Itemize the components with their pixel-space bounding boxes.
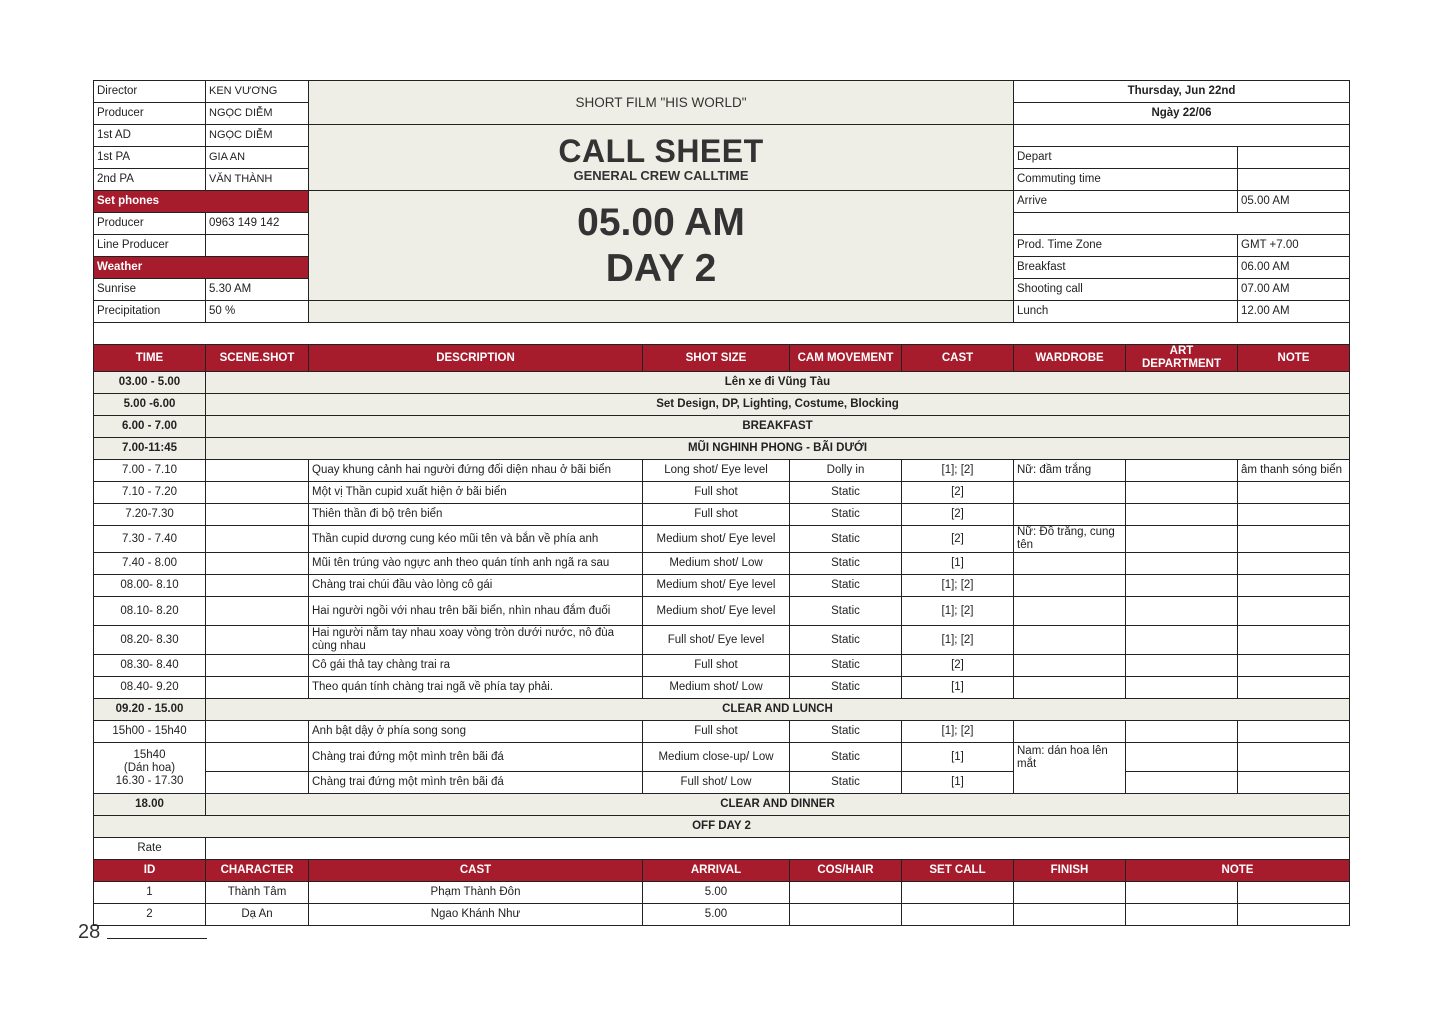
cast-note-extra bbox=[1238, 882, 1350, 904]
shot-row bbox=[94, 626, 1350, 655]
shot-description: Hai người ngồi với nhau trên bãi biển, nhìn nhau đắm đuối bbox=[309, 597, 643, 626]
block-text: CLEAR AND LUNCH bbox=[206, 699, 1350, 721]
blank-cell bbox=[1014, 213, 1350, 235]
shot-art bbox=[1126, 526, 1238, 553]
shot-description: Mũi tên trúng vào ngực anh theo quán tính anh ngã ra sau bbox=[309, 553, 643, 575]
block-row bbox=[94, 416, 1350, 438]
cast-row bbox=[94, 882, 1350, 904]
shot-scene bbox=[206, 721, 309, 743]
calltime-block bbox=[309, 191, 1014, 301]
shot-art bbox=[1126, 677, 1238, 699]
shot-size: Full shot bbox=[643, 504, 790, 526]
shot-cam: Static bbox=[790, 482, 902, 504]
time-label: Lunch bbox=[1014, 301, 1238, 323]
shot-note bbox=[1238, 721, 1350, 743]
shot-cam: Static bbox=[790, 772, 902, 794]
calltime: 05.00 AM bbox=[577, 200, 745, 244]
shot-cam: Static bbox=[790, 575, 902, 597]
col-arrival: ARRIVAL bbox=[643, 860, 790, 882]
crew-name: NGỌC DIỄM bbox=[206, 125, 309, 147]
shot-cam: Static bbox=[790, 743, 902, 772]
crew-name: GIA AN bbox=[206, 147, 309, 169]
travel-value bbox=[1238, 147, 1350, 169]
block-time: 7.00-11:45 bbox=[94, 438, 206, 460]
shot-description: Chàng trai đứng một mình trên bãi đá bbox=[309, 772, 643, 794]
shot-scene bbox=[206, 553, 309, 575]
weather-label: Sunrise bbox=[94, 279, 206, 301]
col-time: TIME bbox=[94, 345, 206, 372]
cast-note bbox=[1126, 882, 1238, 904]
shot-wardrobe: Nữ: Đồ trắng, cung tên bbox=[1014, 526, 1126, 553]
shot-cam: Static bbox=[790, 721, 902, 743]
shot-art bbox=[1126, 626, 1238, 655]
shot-cam: Static bbox=[790, 655, 902, 677]
block-time: 09.20 - 15.00 bbox=[94, 699, 206, 721]
shot-description: Thần cupid dương cung kéo mũi tên và bắn về phía anh bbox=[309, 526, 643, 553]
shot-size: Medium shot/ Eye level bbox=[643, 597, 790, 626]
weather-value: 5.30 AM bbox=[206, 279, 309, 301]
weather-label: Precipitation bbox=[94, 301, 206, 323]
weather-value: 50 % bbox=[206, 301, 309, 323]
shot-size: Full shot bbox=[643, 655, 790, 677]
crew-name: VĂN THÀNH bbox=[206, 169, 309, 191]
cast-name: Ngao Khánh Như bbox=[309, 904, 643, 926]
shot-row bbox=[94, 575, 1350, 597]
cast-set-call bbox=[902, 904, 1014, 926]
shot-size: Full shot/ Eye level bbox=[643, 626, 790, 655]
shot-size: Medium shot/ Low bbox=[643, 553, 790, 575]
shot-description: Một vị Thần cupid xuất hiện ở bãi biển bbox=[309, 482, 643, 504]
shot-time: 7.00 - 7.10 bbox=[94, 460, 206, 482]
title-block bbox=[309, 125, 1014, 191]
block-text: MŨI NGHINH PHONG - BÃI DƯỚI bbox=[206, 438, 1350, 460]
cast-cos-hair bbox=[790, 904, 902, 926]
shot-row bbox=[94, 526, 1350, 553]
block-text: Lên xe đi Vũng Tàu bbox=[206, 372, 1350, 394]
shot-note bbox=[1238, 597, 1350, 626]
shot-scene bbox=[206, 626, 309, 655]
shot-description: Quay khung cảnh hai người đứng đối diện nhau ở bãi biển bbox=[309, 460, 643, 482]
shot-row bbox=[94, 743, 1350, 772]
shot-art bbox=[1126, 553, 1238, 575]
shot-scene bbox=[206, 743, 309, 772]
cast-rows bbox=[94, 882, 1350, 926]
shot-scene bbox=[206, 460, 309, 482]
time-value: 07.00 AM bbox=[1238, 279, 1350, 301]
shot-note bbox=[1238, 655, 1350, 677]
cast-id: 2 bbox=[94, 904, 206, 926]
shot-scene bbox=[206, 597, 309, 626]
crew-role: 1st AD bbox=[94, 125, 206, 147]
date-en: Thursday, Jun 22nd bbox=[1014, 81, 1350, 103]
shot-art bbox=[1126, 743, 1238, 772]
cast-arrival: 5.00 bbox=[643, 904, 790, 926]
shot-description: Chàng trai đứng một mình trên bãi đá bbox=[309, 743, 643, 772]
shot-cast: [1] bbox=[902, 553, 1014, 575]
time-value: 06.00 AM bbox=[1238, 257, 1350, 279]
weather-heading: Weather bbox=[94, 257, 309, 279]
shot-cast: [1] bbox=[902, 772, 1014, 794]
shot-cam: Static bbox=[790, 553, 902, 575]
shot-cast: [1]; [2] bbox=[902, 460, 1014, 482]
col-cos-hair: COS/HAIR bbox=[790, 860, 902, 882]
shot-art bbox=[1126, 721, 1238, 743]
shot-note bbox=[1238, 526, 1350, 553]
col-art-department: ART DEPARTMENT bbox=[1126, 345, 1238, 372]
date-vi: Ngày 22/06 bbox=[1014, 103, 1350, 125]
shot-time: 08.40- 9.20 bbox=[94, 677, 206, 699]
set-phones-heading: Set phones bbox=[94, 191, 309, 213]
col-finish: FINISH bbox=[1014, 860, 1126, 882]
shot-scene bbox=[206, 677, 309, 699]
shot-wardrobe bbox=[1014, 721, 1126, 743]
travel-label: Arrive bbox=[1014, 191, 1238, 213]
shot-note bbox=[1238, 772, 1350, 794]
shot-wardrobe bbox=[1014, 655, 1126, 677]
shot-time: 7.10 - 7.20 bbox=[94, 482, 206, 504]
call-sheet-title: CALL SHEET bbox=[558, 133, 764, 169]
shot-time: 08.20- 8.30 bbox=[94, 626, 206, 655]
shot-description: Hai người nắm tay nhau xoay vòng tròn dưới nước, nô đùa cùng nhau bbox=[309, 626, 643, 655]
block-row bbox=[94, 794, 1350, 816]
shot-art bbox=[1126, 504, 1238, 526]
time-value: GMT +7.00 bbox=[1238, 235, 1350, 257]
col-wardrobe: WARDROBE bbox=[1014, 345, 1126, 372]
group-time-line: (Dán hoa) bbox=[123, 761, 176, 774]
shot-row bbox=[94, 504, 1350, 526]
shot-scene bbox=[206, 526, 309, 553]
shot-art bbox=[1126, 460, 1238, 482]
cast-note bbox=[1126, 904, 1238, 926]
group-time-line: 16.30 - 17.30 bbox=[115, 774, 184, 787]
shot-time-group bbox=[94, 743, 206, 794]
shot-description: Theo quán tính chàng trai ngã về phía tay phải. bbox=[309, 677, 643, 699]
shot-cast: [1]; [2] bbox=[902, 721, 1014, 743]
cast-character: Dạ An bbox=[206, 904, 309, 926]
col-cast: CAST bbox=[902, 345, 1014, 372]
shot-rows bbox=[94, 460, 1350, 699]
rate-label: Rate bbox=[94, 838, 206, 860]
crew-role: Producer bbox=[94, 103, 206, 125]
shot-cam: Static bbox=[790, 526, 902, 553]
shot-art bbox=[1126, 597, 1238, 626]
shot-wardrobe: Nữ: đầm trắng bbox=[1014, 460, 1126, 482]
shot-time: 08.00- 8.10 bbox=[94, 575, 206, 597]
shot-size: Full shot/ Low bbox=[643, 772, 790, 794]
shot-note bbox=[1238, 504, 1350, 526]
shot-cam: Static bbox=[790, 597, 902, 626]
shot-wardrobe bbox=[1014, 482, 1126, 504]
shot-row bbox=[94, 597, 1350, 626]
day-number: DAY 2 bbox=[605, 246, 717, 290]
shot-scene bbox=[206, 772, 309, 794]
spacer-row bbox=[94, 323, 1350, 345]
travel-value bbox=[1238, 169, 1350, 191]
shot-size: Medium close-up/ Low bbox=[643, 743, 790, 772]
shot-cam: Static bbox=[790, 504, 902, 526]
shot-description: Chàng trai chúi đầu vào lòng cô gái bbox=[309, 575, 643, 597]
block-row bbox=[94, 699, 1350, 721]
col-cast-name: CAST bbox=[309, 860, 643, 882]
shot-wardrobe bbox=[1014, 677, 1126, 699]
off-day-row bbox=[94, 816, 1350, 838]
shot-cast: [2] bbox=[902, 504, 1014, 526]
time-label: Shooting call bbox=[1014, 279, 1238, 301]
shot-description: Anh bật dậy ở phía song song bbox=[309, 721, 643, 743]
page-number-rule bbox=[107, 938, 207, 939]
blank-cell bbox=[1014, 125, 1350, 147]
block-row bbox=[94, 394, 1350, 416]
shot-time: 7.20-7.30 bbox=[94, 504, 206, 526]
crew-role: 1st PA bbox=[94, 147, 206, 169]
shot-cast: [2] bbox=[902, 526, 1014, 553]
shot-scene bbox=[206, 504, 309, 526]
shot-row bbox=[94, 553, 1350, 575]
col-scene-shot: SCENE.SHOT bbox=[206, 345, 309, 372]
shot-description: Cô gái thả tay chàng trai ra bbox=[309, 655, 643, 677]
col-note: NOTE bbox=[1238, 345, 1350, 372]
block-time: 18.00 bbox=[94, 794, 206, 816]
cast-arrival: 5.00 bbox=[643, 882, 790, 904]
col-cam-movement: CAM MOVEMENT bbox=[790, 345, 902, 372]
time-value: 12.00 AM bbox=[1238, 301, 1350, 323]
shot-note bbox=[1238, 553, 1350, 575]
shot-cast: [1]; [2] bbox=[902, 626, 1014, 655]
shot-time: 7.40 - 8.00 bbox=[94, 553, 206, 575]
shot-time: 08.10- 8.20 bbox=[94, 597, 206, 626]
shot-wardrobe bbox=[1014, 575, 1126, 597]
header-table bbox=[93, 80, 1350, 345]
col-cast-note: NOTE bbox=[1126, 860, 1350, 882]
crew-name: NGỌC DIỄM bbox=[206, 103, 309, 125]
shot-row bbox=[94, 655, 1350, 677]
shot-note bbox=[1238, 677, 1350, 699]
cast-note-extra bbox=[1238, 904, 1350, 926]
off-day: OFF DAY 2 bbox=[94, 816, 1350, 838]
rate-value bbox=[206, 838, 1350, 860]
shot-cast: [1]; [2] bbox=[902, 575, 1014, 597]
block-time: 03.00 - 5.00 bbox=[94, 372, 206, 394]
shot-size: Full shot bbox=[643, 721, 790, 743]
shot-art bbox=[1126, 575, 1238, 597]
col-id: ID bbox=[94, 860, 206, 882]
col-description: DESCRIPTION bbox=[309, 345, 643, 372]
shot-size: Medium shot/ Low bbox=[643, 677, 790, 699]
cast-set-call bbox=[902, 882, 1014, 904]
cast-id: 1 bbox=[94, 882, 206, 904]
crew-role: 2nd PA bbox=[94, 169, 206, 191]
block-time: 6.00 - 7.00 bbox=[94, 416, 206, 438]
block-text: CLEAR AND DINNER bbox=[206, 794, 1350, 816]
shot-note bbox=[1238, 575, 1350, 597]
shot-cam: Static bbox=[790, 677, 902, 699]
crew-name: KEN VƯƠNG bbox=[206, 81, 309, 103]
shot-wardrobe bbox=[1014, 626, 1126, 655]
shot-cast: [1] bbox=[902, 743, 1014, 772]
col-set-call: SET CALL bbox=[902, 860, 1014, 882]
shot-wardrobe bbox=[1014, 504, 1126, 526]
shot-cast: [2] bbox=[902, 482, 1014, 504]
cast-name: Phạm Thành Đôn bbox=[309, 882, 643, 904]
shot-time: 15h00 - 15h40 bbox=[94, 721, 206, 743]
title-block-bottom bbox=[309, 301, 1014, 323]
phone-label: Line Producer bbox=[94, 235, 206, 257]
shot-note bbox=[1238, 626, 1350, 655]
shot-cam: Dolly in bbox=[790, 460, 902, 482]
block-row bbox=[94, 372, 1350, 394]
group-time-line: 15h40 bbox=[133, 748, 166, 761]
shot-description: Thiên thần đi bộ trên biển bbox=[309, 504, 643, 526]
shot-row bbox=[94, 460, 1350, 482]
shot-cam: Static bbox=[790, 626, 902, 655]
phone-value: 0963 149 142 bbox=[206, 213, 309, 235]
time-label: Prod. Time Zone bbox=[1014, 235, 1238, 257]
shot-size: Medium shot/ Eye level bbox=[643, 526, 790, 553]
cast-cos-hair bbox=[790, 882, 902, 904]
shot-scene bbox=[206, 655, 309, 677]
col-character: CHARACTER bbox=[206, 860, 309, 882]
travel-label: Depart bbox=[1014, 147, 1238, 169]
cast-table bbox=[93, 859, 1350, 926]
shot-time: 7.30 - 7.40 bbox=[94, 526, 206, 553]
rate-row bbox=[94, 838, 1350, 860]
shot-note: âm thanh sóng biển bbox=[1238, 460, 1350, 482]
shot-note bbox=[1238, 482, 1350, 504]
travel-label: Commuting time bbox=[1014, 169, 1238, 191]
shot-size: Full shot bbox=[643, 482, 790, 504]
schedule-header bbox=[94, 345, 1350, 372]
shot-wardrobe bbox=[1014, 553, 1126, 575]
cast-finish bbox=[1014, 904, 1126, 926]
shot-row bbox=[94, 677, 1350, 699]
phone-value bbox=[206, 235, 309, 257]
page-number: 28 bbox=[78, 921, 101, 943]
short-film-title: SHORT FILM "HIS WORLD" bbox=[309, 81, 1014, 125]
phone-label: Producer bbox=[94, 213, 206, 235]
shot-art bbox=[1126, 482, 1238, 504]
block-time: 5.00 -6.00 bbox=[94, 394, 206, 416]
shot-row bbox=[94, 721, 1350, 743]
shot-row bbox=[94, 772, 1350, 794]
crew-role: Director bbox=[94, 81, 206, 103]
cast-header bbox=[94, 860, 1350, 882]
time-label: Breakfast bbox=[1014, 257, 1238, 279]
cast-row bbox=[94, 904, 1350, 926]
block-text: BREAKFAST bbox=[206, 416, 1350, 438]
shot-time: 08.30- 8.40 bbox=[94, 655, 206, 677]
shot-row bbox=[94, 482, 1350, 504]
shot-scene bbox=[206, 575, 309, 597]
cast-character: Thành Tâm bbox=[206, 882, 309, 904]
shot-wardrobe: Nam: dán hoa lên mắt bbox=[1014, 743, 1126, 794]
shot-note bbox=[1238, 743, 1350, 772]
block-row bbox=[94, 438, 1350, 460]
cast-finish bbox=[1014, 882, 1126, 904]
shot-cast: [2] bbox=[902, 655, 1014, 677]
shot-scene bbox=[206, 482, 309, 504]
shot-cast: [1] bbox=[902, 677, 1014, 699]
shot-cast: [1]; [2] bbox=[902, 597, 1014, 626]
col-shot-size: SHOT SIZE bbox=[643, 345, 790, 372]
travel-value: 05.00 AM bbox=[1238, 191, 1350, 213]
call-sheet-subtitle: GENERAL CREW CALLTIME bbox=[573, 168, 749, 183]
shot-wardrobe bbox=[1014, 597, 1126, 626]
shot-size: Medium shot/ Eye level bbox=[643, 575, 790, 597]
call-sheet bbox=[93, 80, 1349, 926]
shot-size: Long shot/ Eye level bbox=[643, 460, 790, 482]
schedule-table bbox=[93, 344, 1350, 860]
shot-art bbox=[1126, 655, 1238, 677]
shot-art bbox=[1126, 772, 1238, 794]
block-text: Set Design, DP, Lighting, Costume, Blocking bbox=[206, 394, 1350, 416]
